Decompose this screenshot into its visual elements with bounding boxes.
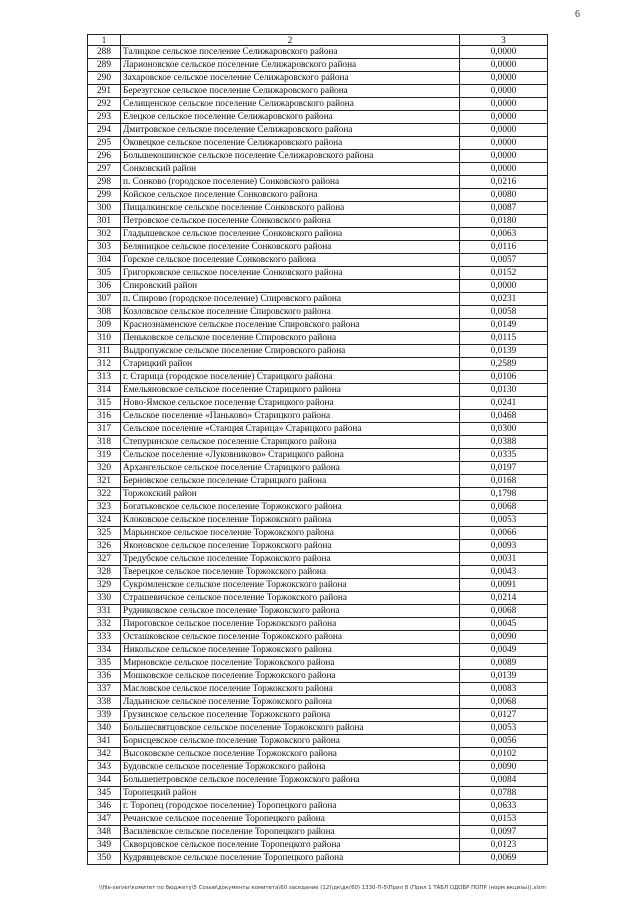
table-row <box>88 111 548 124</box>
row-number: 341 <box>88 735 121 748</box>
row-name: Березугское сельское поселение Селижаровского района <box>121 85 460 98</box>
row-name: Большепетровское сельское поселение Торжокского района <box>121 774 460 787</box>
row-name: Спировский район <box>121 280 460 293</box>
row-name: Григорковское сельское поселение Сонковского района <box>121 267 460 280</box>
row-value: 0,0153 <box>460 813 548 826</box>
table-row <box>88 670 548 683</box>
row-value: 0,0388 <box>460 436 548 449</box>
row-name: Пироговское сельское поселение Торжокского района <box>121 618 460 631</box>
row-value: 0,0097 <box>460 826 548 839</box>
row-name: Ладьинское сельское поселение Торжокского района <box>121 696 460 709</box>
row-number: 326 <box>88 540 121 553</box>
table-row <box>88 436 548 449</box>
row-value: 0,0093 <box>460 540 548 553</box>
row-value: 0,0123 <box>460 839 548 852</box>
table-row <box>88 722 548 735</box>
row-number: 344 <box>88 774 121 787</box>
row-name: Страшевичское сельское поселение Торжокского района <box>121 592 460 605</box>
table-row <box>88 475 548 488</box>
row-value: 0,0083 <box>460 683 548 696</box>
row-number: 328 <box>88 566 121 579</box>
row-value: 0,0115 <box>460 332 548 345</box>
row-name: Ларионовское сельское поселение Селижаровского района <box>121 59 460 72</box>
row-number: 316 <box>88 410 121 423</box>
row-name: Тредубское сельское поселение Торжокского района <box>121 553 460 566</box>
row-number: 324 <box>88 514 121 527</box>
row-value: 0,0139 <box>460 670 548 683</box>
row-number: 289 <box>88 59 121 72</box>
row-number: 293 <box>88 111 121 124</box>
table-row <box>88 605 548 618</box>
table-row <box>88 696 548 709</box>
row-name: Осташковское сельское поселение Торжокского района <box>121 631 460 644</box>
row-value: 0,0231 <box>460 293 548 306</box>
row-number: 346 <box>88 800 121 813</box>
row-number: 325 <box>88 527 121 540</box>
table-row <box>88 319 548 332</box>
table-row <box>88 839 548 852</box>
row-number: 296 <box>88 150 121 163</box>
row-number: 322 <box>88 488 121 501</box>
table-row <box>88 189 548 202</box>
row-value: 0,0084 <box>460 774 548 787</box>
row-name: Селищенское сельское поселение Селижаровского района <box>121 98 460 111</box>
row-value: 0,0056 <box>460 735 548 748</box>
row-number: 350 <box>88 852 121 865</box>
table-header-row <box>88 35 548 46</box>
row-value: 0,0000 <box>460 124 548 137</box>
row-value: 0,0300 <box>460 423 548 436</box>
row-value: 0,0068 <box>460 501 548 514</box>
row-name: Мирновское сельское поселение Торжокского района <box>121 657 460 670</box>
row-name: Скворцовское сельское поселение Торопецкого района <box>121 839 460 852</box>
row-name: Пеньковское сельское поселение Спировского района <box>121 332 460 345</box>
row-number: 321 <box>88 475 121 488</box>
table-row <box>88 371 548 384</box>
row-name: Горское сельское поселение Сонковского района <box>121 254 460 267</box>
row-name: Сукромленское сельское поселение Торжокского района <box>121 579 460 592</box>
table-row <box>88 501 548 514</box>
row-name: Краснознаменское сельское поселение Спировского района <box>121 319 460 332</box>
row-number: 291 <box>88 85 121 98</box>
row-value: 0,0106 <box>460 371 548 384</box>
table-row <box>88 85 548 98</box>
row-name: Сельское поселение «Паньково» Старицкого района <box>121 410 460 423</box>
row-name: Речанское сельское поселение Торопецкого района <box>121 813 460 826</box>
row-name: Торопецкий район <box>121 787 460 800</box>
row-name: Сельское поселение «Станция Старица» Старицкого района <box>121 423 460 436</box>
row-value: 0,0335 <box>460 449 548 462</box>
row-value: 0,0788 <box>460 787 548 800</box>
row-value: 0,0068 <box>460 696 548 709</box>
row-name: Емельяновское сельское поселение Старицкого района <box>121 384 460 397</box>
row-value: 0,0045 <box>460 618 548 631</box>
row-value: 0,0633 <box>460 800 548 813</box>
row-value: 0,0057 <box>460 254 548 267</box>
row-name: г. Старица (городское поселение) Старицкого района <box>121 371 460 384</box>
row-value: 0,0089 <box>460 657 548 670</box>
row-name: п. Спирово (городское поселение) Спировского района <box>121 293 460 306</box>
row-name: Берновское сельское поселение Старицкого района <box>121 475 460 488</box>
row-number: 298 <box>88 176 121 189</box>
row-name: п. Сонково (городское поселение) Сонковского района <box>121 176 460 189</box>
header-col-2: 2 <box>121 35 460 46</box>
header-col-1: 1 <box>88 35 121 46</box>
row-name: Никольское сельское поселение Торжокского района <box>121 644 460 657</box>
row-name: Петровское сельское поселение Сонковского района <box>121 215 460 228</box>
row-name: Беляницкое сельское поселение Сонковского района <box>121 241 460 254</box>
row-name: Борисцевское сельское поселение Торжокского района <box>121 735 460 748</box>
table-row <box>88 384 548 397</box>
row-number: 333 <box>88 631 121 644</box>
row-number: 332 <box>88 618 121 631</box>
row-name: Выдропужское сельское поселение Спировского района <box>121 345 460 358</box>
row-name: Оковецкое сельское поселение Селижаровского района <box>121 137 460 150</box>
table-row <box>88 657 548 670</box>
table-row <box>88 332 548 345</box>
table-row <box>88 709 548 722</box>
row-value: 0,0102 <box>460 748 548 761</box>
row-number: 343 <box>88 761 121 774</box>
table-row <box>88 462 548 475</box>
row-name: Кудрявцевское сельское поселение Торопецкого района <box>121 852 460 865</box>
row-value: 0,0058 <box>460 306 548 319</box>
table-row <box>88 306 548 319</box>
table-row <box>88 59 548 72</box>
header-col-3: 3 <box>460 35 548 46</box>
row-value: 0,0168 <box>460 475 548 488</box>
table-row <box>88 150 548 163</box>
row-value: 0,0049 <box>460 644 548 657</box>
table-row <box>88 202 548 215</box>
table-row <box>88 293 548 306</box>
row-number: 292 <box>88 98 121 111</box>
row-number: 334 <box>88 644 121 657</box>
row-value: 0,0130 <box>460 384 548 397</box>
table-row <box>88 592 548 605</box>
table-row <box>88 631 548 644</box>
row-value: 0,0053 <box>460 514 548 527</box>
row-number: 309 <box>88 319 121 332</box>
row-name: Масловское сельское поселение Торжокского района <box>121 683 460 696</box>
table-row <box>88 488 548 501</box>
row-name: Гладышевское сельское поселение Сонковского района <box>121 228 460 241</box>
row-number: 348 <box>88 826 121 839</box>
row-number: 327 <box>88 553 121 566</box>
row-value: 0,0000 <box>460 163 548 176</box>
table-row <box>88 826 548 839</box>
row-value: 0,2589 <box>460 358 548 371</box>
row-value: 0,1798 <box>460 488 548 501</box>
row-name: Большекошинское сельское поселение Селижаровского района <box>121 150 460 163</box>
row-value: 0,0000 <box>460 85 548 98</box>
row-number: 313 <box>88 371 121 384</box>
table-row <box>88 813 548 826</box>
row-name: Ново-Ямское сельское поселение Старицкого района <box>121 397 460 410</box>
row-number: 311 <box>88 345 121 358</box>
row-number: 300 <box>88 202 121 215</box>
row-number: 299 <box>88 189 121 202</box>
table-row <box>88 280 548 293</box>
table-row <box>88 618 548 631</box>
row-name: Степуринское сельское поселение Старицкого района <box>121 436 460 449</box>
row-name: Богатьковское сельское поселение Торжокского района <box>121 501 460 514</box>
row-value: 0,0091 <box>460 579 548 592</box>
table-row <box>88 215 548 228</box>
table-row <box>88 748 548 761</box>
row-number: 330 <box>88 592 121 605</box>
row-number: 288 <box>88 46 121 59</box>
row-number: 290 <box>88 72 121 85</box>
row-number: 339 <box>88 709 121 722</box>
table-row <box>88 345 548 358</box>
table-row <box>88 566 548 579</box>
table-row <box>88 397 548 410</box>
row-value: 0,0216 <box>460 176 548 189</box>
row-number: 347 <box>88 813 121 826</box>
row-value: 0,0000 <box>460 111 548 124</box>
row-name: Марьинское сельское поселение Торжокского района <box>121 527 460 540</box>
row-name: Василевское сельское поселение Торопецкого района <box>121 826 460 839</box>
table-row <box>88 267 548 280</box>
table-row <box>88 410 548 423</box>
table-row <box>88 163 548 176</box>
table-row <box>88 735 548 748</box>
table-row <box>88 358 548 371</box>
row-value: 0,0000 <box>460 280 548 293</box>
row-value: 0,0468 <box>460 410 548 423</box>
row-number: 337 <box>88 683 121 696</box>
table-row <box>88 254 548 267</box>
row-name: Талицкое сельское поселение Селижаровского района <box>121 46 460 59</box>
row-number: 345 <box>88 787 121 800</box>
row-name: Будовское сельское поселение Торжокского района <box>121 761 460 774</box>
table-row <box>88 774 548 787</box>
row-name: Грузинское сельское поселение Торжокского района <box>121 709 460 722</box>
row-name: Козловское сельское поселение Спировского района <box>121 306 460 319</box>
row-number: 318 <box>88 436 121 449</box>
row-value: 0,0063 <box>460 228 548 241</box>
row-value: 0,0139 <box>460 345 548 358</box>
row-name: Пищалкинское сельское поселение Сонковского района <box>121 202 460 215</box>
row-value: 0,0214 <box>460 592 548 605</box>
table-row <box>88 137 548 150</box>
row-name: Старицкий район <box>121 358 460 371</box>
table-row <box>88 553 548 566</box>
table-row <box>88 72 548 85</box>
row-value: 0,0000 <box>460 137 548 150</box>
row-name: Рудниковское сельское поселение Торжокского района <box>121 605 460 618</box>
table-row <box>88 644 548 657</box>
row-value: 0,0053 <box>460 722 548 735</box>
row-number: 307 <box>88 293 121 306</box>
row-value: 0,0000 <box>460 72 548 85</box>
row-number: 306 <box>88 280 121 293</box>
row-name: Большесвятцовское сельское поселение Торжокского района <box>121 722 460 735</box>
row-number: 331 <box>88 605 121 618</box>
row-number: 308 <box>88 306 121 319</box>
row-number: 336 <box>88 670 121 683</box>
table-row <box>88 761 548 774</box>
table-row <box>88 683 548 696</box>
table-body <box>88 35 548 865</box>
row-number: 294 <box>88 124 121 137</box>
row-number: 314 <box>88 384 121 397</box>
row-number: 317 <box>88 423 121 436</box>
table-row <box>88 228 548 241</box>
row-number: 349 <box>88 839 121 852</box>
row-value: 0,0090 <box>460 631 548 644</box>
row-value: 0,0180 <box>460 215 548 228</box>
row-number: 319 <box>88 449 121 462</box>
row-number: 304 <box>88 254 121 267</box>
row-name: Торжокский район <box>121 488 460 501</box>
row-name: Сельское поселение «Луковниково» Старицкого района <box>121 449 460 462</box>
row-number: 342 <box>88 748 121 761</box>
table-row <box>88 579 548 592</box>
table-row <box>88 423 548 436</box>
row-value: 0,0043 <box>460 566 548 579</box>
row-name: Дмитровское сельское поселение Селижаровского района <box>121 124 460 137</box>
row-value: 0,0197 <box>460 462 548 475</box>
table-row <box>88 124 548 137</box>
row-value: 0,0000 <box>460 59 548 72</box>
row-name: Архангельское сельское поселение Старицкого района <box>121 462 460 475</box>
footer-file-path: \\file-server\комитет по бюджету\5 Созыв\документы комитета\60 заседание (12)\дк\дк(60) 1330-П-5\Прил 8 (Прил 1 ТАБЛ ОДОБР ПОПР (норм вкцизы)).xlsm <box>99 885 546 891</box>
row-number: 301 <box>88 215 121 228</box>
row-number: 323 <box>88 501 121 514</box>
row-value: 0,0149 <box>460 319 548 332</box>
row-value: 0,0241 <box>460 397 548 410</box>
row-name: г. Торопец (городское поселение) Торопецкого района <box>121 800 460 813</box>
row-number: 303 <box>88 241 121 254</box>
table-row <box>88 527 548 540</box>
row-name: Высоковское сельское поселение Торжокского района <box>121 748 460 761</box>
row-value: 0,0031 <box>460 553 548 566</box>
table-row <box>88 98 548 111</box>
row-number: 302 <box>88 228 121 241</box>
row-number: 338 <box>88 696 121 709</box>
row-value: 0,0066 <box>460 527 548 540</box>
row-name: Захаровское сельское поселение Селижаровского района <box>121 72 460 85</box>
allocation-table <box>87 34 548 865</box>
table-row <box>88 800 548 813</box>
row-name: Яконовское сельское поселение Торжокского района <box>121 540 460 553</box>
row-number: 305 <box>88 267 121 280</box>
row-name: Сонковский район <box>121 163 460 176</box>
table-row <box>88 787 548 800</box>
row-number: 335 <box>88 657 121 670</box>
row-value: 0,0000 <box>460 46 548 59</box>
row-name: Койское сельское поселение Сонковского района <box>121 189 460 202</box>
row-value: 0,0000 <box>460 98 548 111</box>
table-row <box>88 176 548 189</box>
table-row <box>88 514 548 527</box>
table-row <box>88 46 548 59</box>
row-name: Мошковское сельское поселение Торжокского района <box>121 670 460 683</box>
row-value: 0,0116 <box>460 241 548 254</box>
row-value: 0,0068 <box>460 605 548 618</box>
row-value: 0,0152 <box>460 267 548 280</box>
table-row <box>88 540 548 553</box>
row-value: 0,0080 <box>460 189 548 202</box>
row-name: Елецкое сельское поселение Селижаровского района <box>121 111 460 124</box>
row-name: Тверецкое сельское поселение Торжокского района <box>121 566 460 579</box>
row-number: 312 <box>88 358 121 371</box>
row-value: 0,0127 <box>460 709 548 722</box>
row-number: 329 <box>88 579 121 592</box>
row-value: 0,0090 <box>460 761 548 774</box>
row-value: 0,0000 <box>460 150 548 163</box>
row-value: 0,0069 <box>460 852 548 865</box>
table-row <box>88 241 548 254</box>
row-number: 295 <box>88 137 121 150</box>
row-number: 297 <box>88 163 121 176</box>
page-number: 6 <box>575 9 580 20</box>
row-number: 340 <box>88 722 121 735</box>
row-value: 0,0087 <box>460 202 548 215</box>
table-row <box>88 449 548 462</box>
row-name: Клоковское сельское поселение Торжокского района <box>121 514 460 527</box>
row-number: 310 <box>88 332 121 345</box>
row-number: 320 <box>88 462 121 475</box>
row-number: 315 <box>88 397 121 410</box>
table-row <box>88 852 548 865</box>
